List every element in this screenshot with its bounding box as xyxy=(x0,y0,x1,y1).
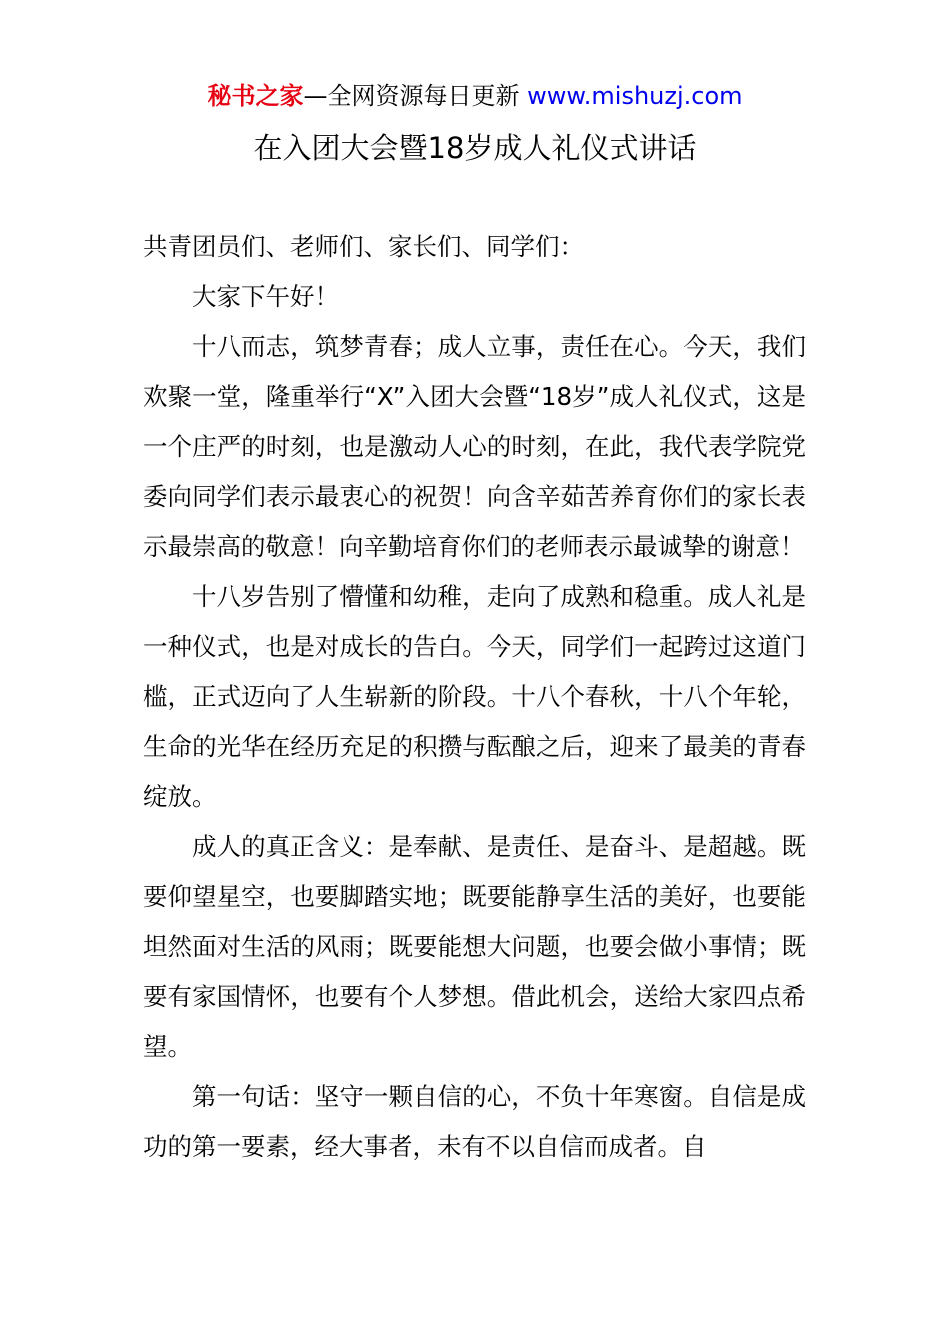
salutation: 共青团员们、老师们、家长们、同学们： xyxy=(143,232,584,261)
site-header xyxy=(0,80,950,112)
site-url-link[interactable]: www.mishuzj.com xyxy=(527,82,743,110)
brand-name: 秘书之家 xyxy=(207,82,304,110)
paragraph: 成人的真正含义：是奉献、是责任、是奋斗、是超越。既要仰望星空，也要脚踏实地；既要能静享生活的美好，也要能坦然面对生活的风雨；既要能想大问题，也要会做小事情；既要有家国情怀，也要有个人梦想。借此机会，送给大家四点希望。 xyxy=(143,832,806,1061)
document-title: 在入团大会暨18岁成人礼仪式讲话 xyxy=(253,131,697,165)
header-tagline: —全网资源每日更新 xyxy=(303,82,528,110)
paragraph: 第一句话：坚守一颗自信的心，不负十年寒窗。自信是成功的第一要素，经大事者，未有不以自信而成者。自 xyxy=(143,1082,806,1161)
paragraph: 十八岁告别了懵懂和幼稚，走向了成熟和稳重。成人礼是一种仪式，也是对成长的告白。今天，同学们一起跨过这道门槛，正式迈向了人生崭新的阶段。十八个春秋，十八个年轮，生命的光华在经历充足的积攒与酝酿之后，迎来了最美的青春绽放。 xyxy=(143,582,806,811)
paragraph: 十八而志，筑梦青春；成人立事，责任在心。今天，我们欢聚一堂，隆重举行“X”入团大会暨“18岁”成人礼仪式，这是一个庄严的时刻，也是激动人心的时刻，在此，我代表学院党委向同学们表示最衷心的祝贺！向含辛茹苦养育你们的家长表示最崇高的敬意！向辛勤培育你们的老师表示最诚挚的谢意！ xyxy=(143,332,806,561)
paragraph-greeting: 大家下午好！ xyxy=(192,282,339,311)
document-body xyxy=(143,222,806,1172)
